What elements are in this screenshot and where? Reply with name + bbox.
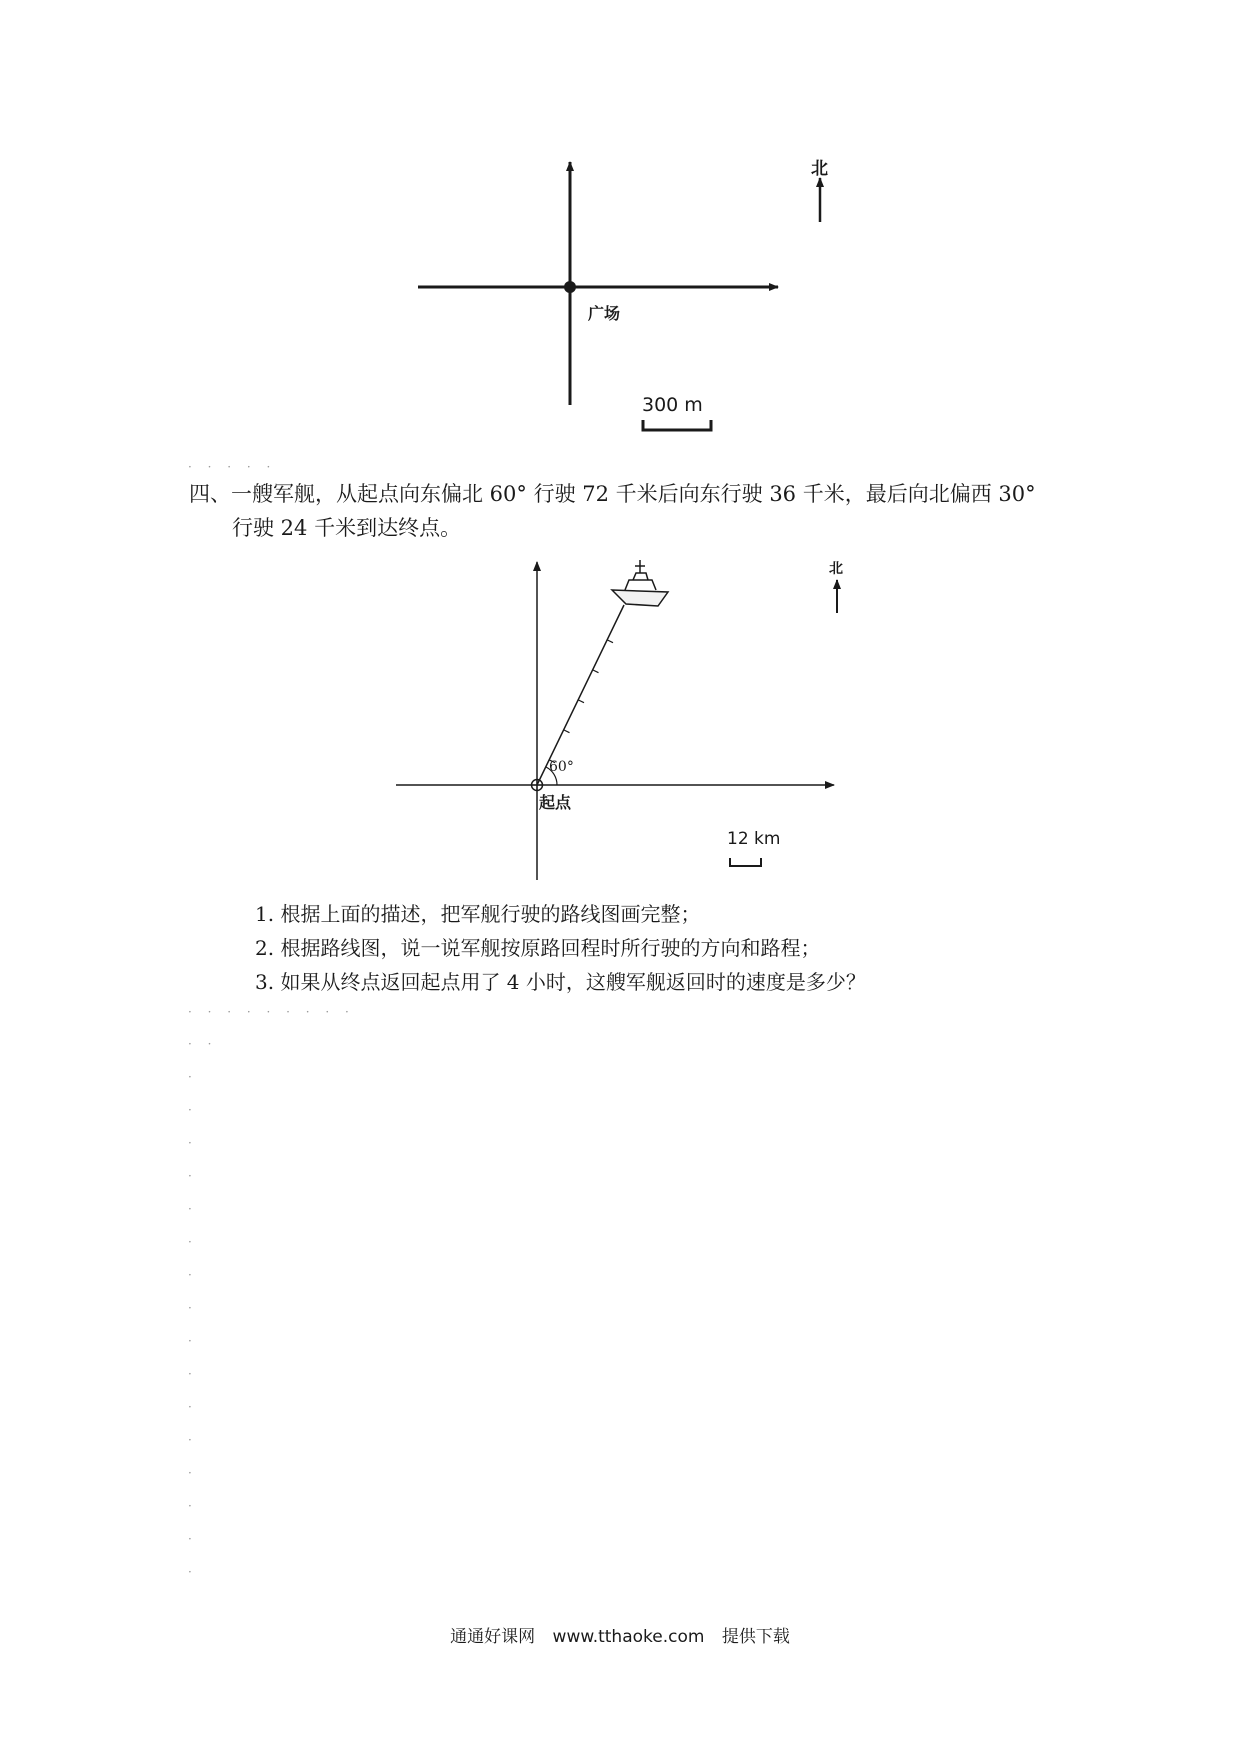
square-label: 广场 bbox=[588, 304, 621, 323]
sub-question-3: 3. 如果从终点返回起点用了 4 小时，这艘军舰返回时的速度是多少？ bbox=[255, 970, 866, 994]
footer-download-text: 提供下载 bbox=[721, 1627, 790, 1647]
angle-label: 60° bbox=[549, 759, 574, 775]
route-north-label: 北 bbox=[829, 561, 843, 577]
page-footer bbox=[0, 1622, 1240, 1647]
route-scale-bar bbox=[730, 858, 761, 866]
footer-site-name: 通通好课网 bbox=[450, 1627, 536, 1647]
footer-url[interactable]: www.tthaoke.com bbox=[552, 1627, 705, 1647]
first-leg-ticks bbox=[550, 640, 614, 763]
route-scale-label: 12 km bbox=[727, 829, 781, 849]
start-label: 起点 bbox=[539, 793, 572, 812]
first-leg-line bbox=[537, 605, 624, 785]
question4-line2: 行驶 24 千米到达终点。 bbox=[232, 516, 462, 540]
warship-icon bbox=[612, 560, 668, 606]
north-label: 北 bbox=[811, 159, 828, 179]
sub-question-1: 1. 根据上面的描述，把军舰行驶的路线图画完整； bbox=[255, 902, 701, 926]
question4-line1: 四、一艘军舰，从起点向东偏北 60° 行驶 72 千米后向东行驶 36 千米，最后向北偏西 30° bbox=[189, 482, 1036, 506]
sub-question-2: 2. 根据路线图，说一说军舰按原路回程时所行驶的方向和路程； bbox=[255, 936, 821, 960]
scale-label: 300 m bbox=[642, 394, 703, 416]
